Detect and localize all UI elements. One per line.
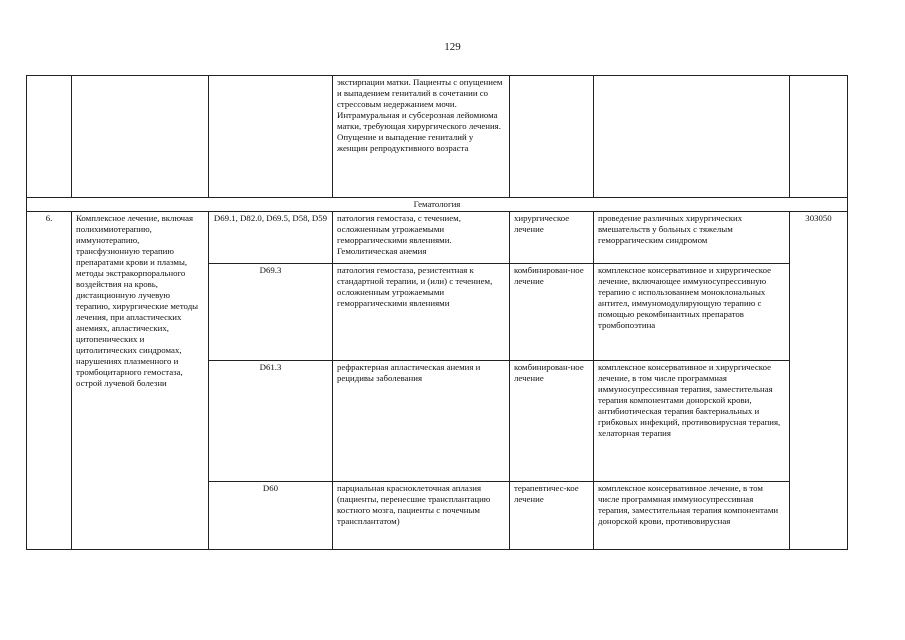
cell-codes: D69.3 <box>209 264 333 361</box>
cell-condition: парциальная красноклеточная аплазия (пациенты, перенесшие трансплантацию костного мозга, пациенты с почечным трансплантатом) <box>333 482 510 550</box>
cell-method: комплексное консервативное и хирургическое лечение, включающее иммуносупрессивную терапию с использованием моноклональных антител, иммуномодулирующую терапию с помощью рекомбинантных препаратов тромбопоэтина <box>594 264 790 361</box>
table-row <box>27 212 848 264</box>
cell-codes <box>209 76 333 198</box>
cell-codes: D69.1, D82.0, D69.5, D58, D59 <box>209 212 333 264</box>
cell-condition: рефрактерная апластическая анемия и рецидивы заболевания <box>333 361 510 482</box>
group-name: Комплексное лечение, включая полихимиотерапию, иммунотерапию, трансфузионную терапию препаратами крови и плазмы, методы экстракорпорального воздействия на кровь, дистанционную лучевую терапию, хирургические методы лечения, при апластических анемиях, апластических, цитопенических и цитолитических синдромах, нарушениях плазменного и тромбоцитарного гемостаза, острой лучевой болезни <box>72 212 209 550</box>
cell-treatment-type <box>510 76 594 198</box>
cell-codes: D61.3 <box>209 361 333 482</box>
cell-codes: D60 <box>209 482 333 550</box>
cell-condition: патология гемостаза, резистентная к стандартной терапии, и (или) с течением, осложненным угрожаемыми геморрагическими явлениями <box>333 264 510 361</box>
cell-amount <box>790 76 848 198</box>
cell-condition: экстирпации матки. Пациенты с опущением и выпадением гениталий в сочетании со стрессовым недержанием мочи. Интрамуральная и субсерозная лейомиома матки, требующая хирургического лечения. Опущение и выпадение гениталий у женщин репродуктивного возраста <box>333 76 510 198</box>
page-number: 129 <box>444 41 461 53</box>
section-title: Гематология <box>27 198 848 212</box>
cell-treatment-type: терапевтичес-кое лечение <box>510 482 594 550</box>
cell-method: проведение различных хирургических вмешательств у больных с тяжелым геморрагическим синдромом <box>594 212 790 264</box>
cell-method <box>594 76 790 198</box>
cell-method: комплексное консервативное и хирургическое лечение, в том числе программная иммуносупрессивная терапия, заместительная терапия компонентами донорской крови, антибиотическая терапия бактериальных и грибковых инфекций, противовирусная терапия, хелаторная терапия <box>594 361 790 482</box>
cell-treatment-type: хирургическое лечение <box>510 212 594 264</box>
procedures-table <box>26 75 848 550</box>
section-heading-row <box>27 198 848 212</box>
cell-treatment-type: комбинирован-ное лечение <box>510 361 594 482</box>
group-number: 6. <box>27 212 72 550</box>
group-amount: 303050 <box>790 212 848 550</box>
cell-number <box>27 76 72 198</box>
cell-treatment-type: комбинирован-ное лечение <box>510 264 594 361</box>
cell-group-name <box>72 76 209 198</box>
cell-condition: патология гемостаза, с течением, осложненным угрожаемыми геморрагическими явлениями. Гемолитическая анемия <box>333 212 510 264</box>
table-row-carryover <box>27 76 848 198</box>
cell-method: комплексное консервативное лечение, в том числе программная иммуносупрессивная терапия, заместительная терапия компонентами донорской крови, противовирусная <box>594 482 790 550</box>
